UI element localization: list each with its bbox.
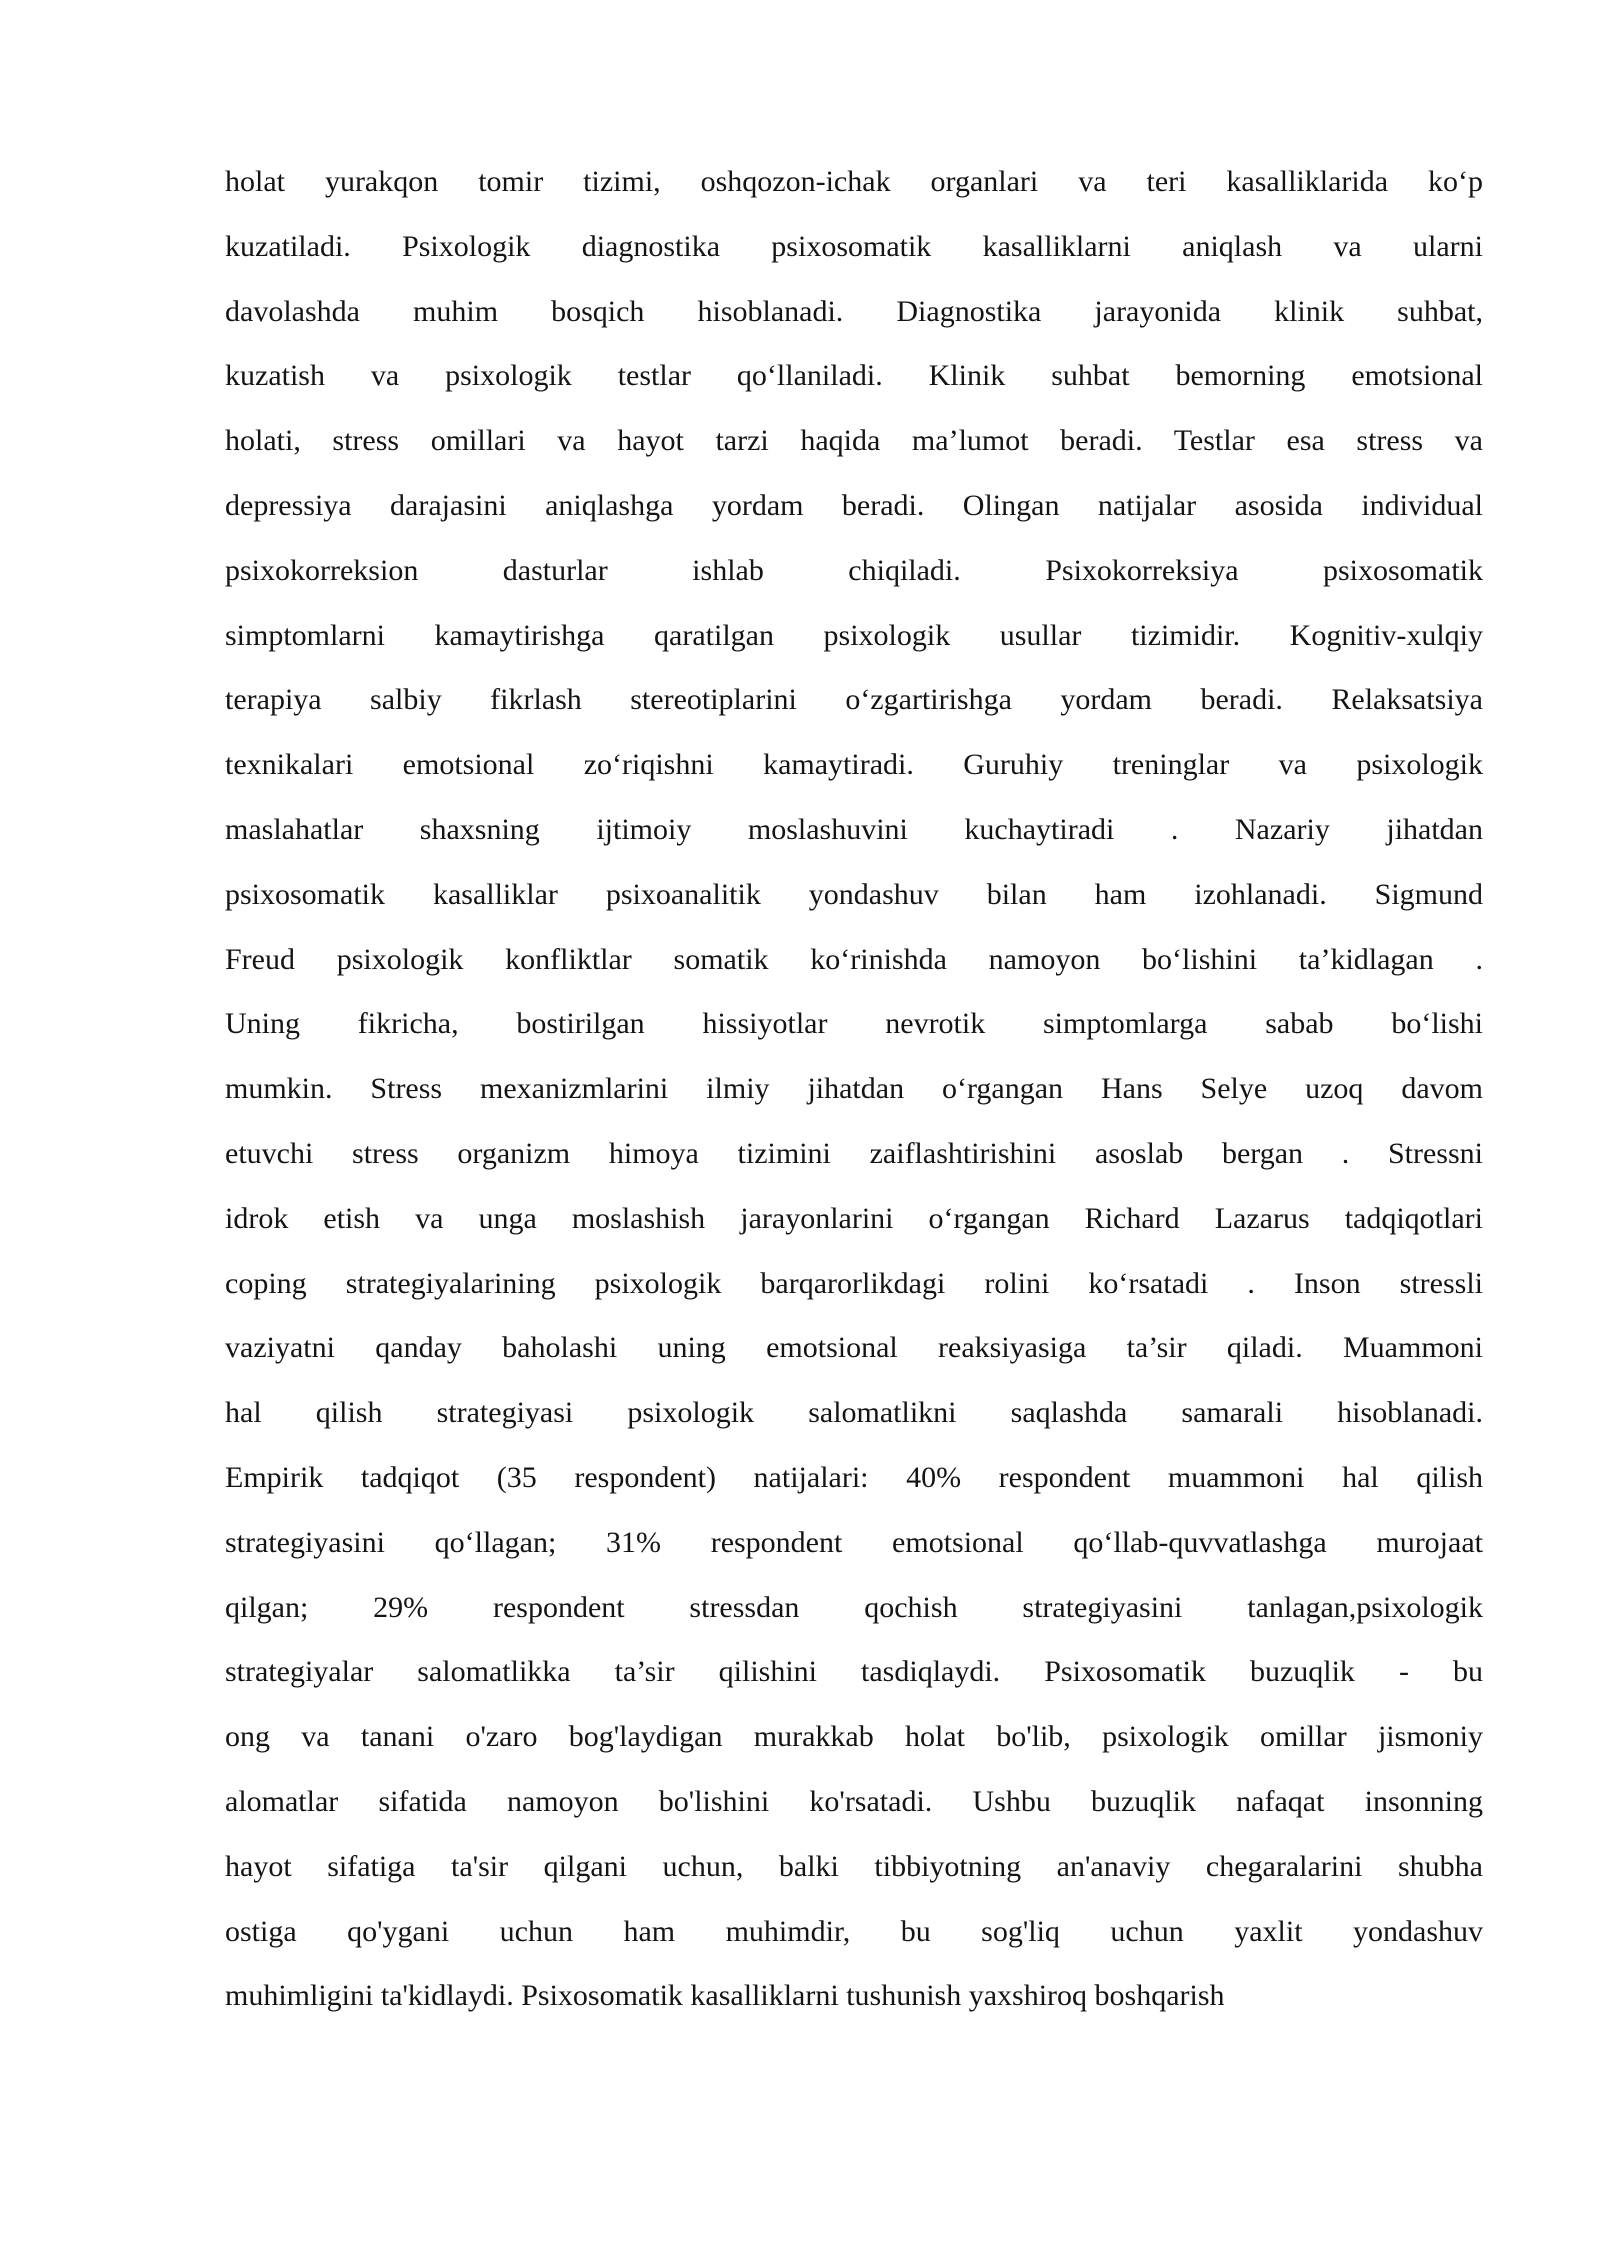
text-line-21: Empirik tadqiqot (35 respondent) natijalari: 40% respondent muammoni hal qilish bbox=[225, 1460, 1483, 1494]
text-line-28: ostiga qo'ygani uchun ham muhimdir, bu sog'liq uchun yaxlit yondashuv bbox=[225, 1914, 1483, 1948]
text-line-12: psixosomatik kasalliklar psixoanalitik yondashuv bilan ham izohlanadi. Sigmund bbox=[225, 877, 1483, 911]
text-line-22: strategiyasini qo‘llagan; 31% respondent emotsional qo‘llab-quvvatlashga murojaat bbox=[225, 1525, 1483, 1559]
text-line-16: etuvchi stress organizm himoya tizimini zaiflashtirishini asoslab bergan . Stressni bbox=[225, 1136, 1483, 1170]
text-line-17: idrok etish va unga moslashish jarayonlarini o‘rgangan Richard Lazarus tadqiqotlari bbox=[225, 1201, 1483, 1235]
text-line-4: kuzatish va psixologik testlar qo‘llaniladi. Klinik suhbat bemorning emotsional bbox=[225, 359, 1483, 393]
text-line-25: ong va tanani o'zaro bog'laydigan murakkab holat bo'lib, psixologik omillar jismoniy bbox=[225, 1720, 1483, 1754]
text-line-14: Uning fikricha, bostirilgan hissiyotlar nevrotik simptomlarga sabab bo‘lishi bbox=[225, 1007, 1483, 1041]
text-line-8: simptomlarni kamaytirishga qaratilgan psixologik usullar tizimidir. Kognitiv-xulqiy bbox=[225, 618, 1483, 652]
text-line-19: vaziyatni qanday baholashi uning emotsional reaksiyasiga ta’sir qiladi. Muammoni bbox=[225, 1331, 1483, 1365]
text-line-11: maslahatlar shaxsning ijtimoiy moslashuvini kuchaytiradi . Nazariy jihatdan bbox=[225, 812, 1483, 846]
text-line-18: coping strategiyalarining psixologik barqarorlikdagi rolini ko‘rsatadi . Inson stressli bbox=[225, 1266, 1483, 1300]
text-line-15: mumkin. Stress mexanizmlarini ilmiy jihatdan o‘rgangan Hans Selye uzoq davom bbox=[225, 1072, 1483, 1106]
text-line-20: hal qilish strategiyasi psixologik salomatlikni saqlashda samarali hisoblanadi. bbox=[225, 1396, 1483, 1430]
body-text bbox=[225, 150, 1483, 2029]
text-line-9: terapiya salbiy fikrlash stereotiplarini o‘zgartirishga yordam beradi. Relaksatsiya bbox=[225, 683, 1483, 717]
text-line-24: strategiyalar salomatlikka ta’sir qilishini tasdiqlaydi. Psixosomatik buzuqlik - bu bbox=[225, 1655, 1483, 1689]
text-line-13: Freud psixologik konfliktlar somatik ko‘rinishda namoyon bo‘lishini ta’kidlagan . bbox=[225, 942, 1483, 976]
text-line-29: muhimligini ta'kidlaydi. Psixosomatik kasalliklarni tushunish yaxshiroq boshqarish bbox=[225, 1979, 1225, 2013]
text-line-27: hayot sifatiga ta'sir qilgani uchun, balki tibbiyotning an'anaviy chegaralarini shubha bbox=[225, 1849, 1483, 1883]
text-line-7: psixokorreksion dasturlar ishlab chiqiladi. Psixokorreksiya psixosomatik bbox=[225, 553, 1483, 587]
text-line-10: texnikalari emotsional zo‘riqishni kamaytiradi. Guruhiy treninglar va psixologik bbox=[225, 748, 1483, 782]
text-line-1: holat yurakqon tomir tizimi, oshqozon-ichak organlari va teri kasalliklarida ko‘p bbox=[225, 165, 1483, 198]
text-line-5: holati, stress omillari va hayot tarzi haqida ma’lumot beradi. Testlar esa stress va bbox=[225, 424, 1483, 458]
text-line-23: qilgan; 29% respondent stressdan qochish strategiyasini tanlagan,psixologik bbox=[225, 1590, 1483, 1624]
text-line-26: alomatlar sifatida namoyon bo'lishini ko'rsatadi. Ushbu buzuqlik nafaqat insonning bbox=[225, 1784, 1483, 1818]
text-line-3: davolashda muhim bosqich hisoblanadi. Diagnostika jarayonida klinik suhbat, bbox=[225, 294, 1483, 328]
text-line-2: kuzatiladi. Psixologik diagnostika psixosomatik kasalliklarni aniqlash va ularni bbox=[225, 229, 1483, 263]
text-line-6: depressiya darajasini aniqlashga yordam beradi. Olingan natijalar asosida individual bbox=[225, 488, 1483, 522]
